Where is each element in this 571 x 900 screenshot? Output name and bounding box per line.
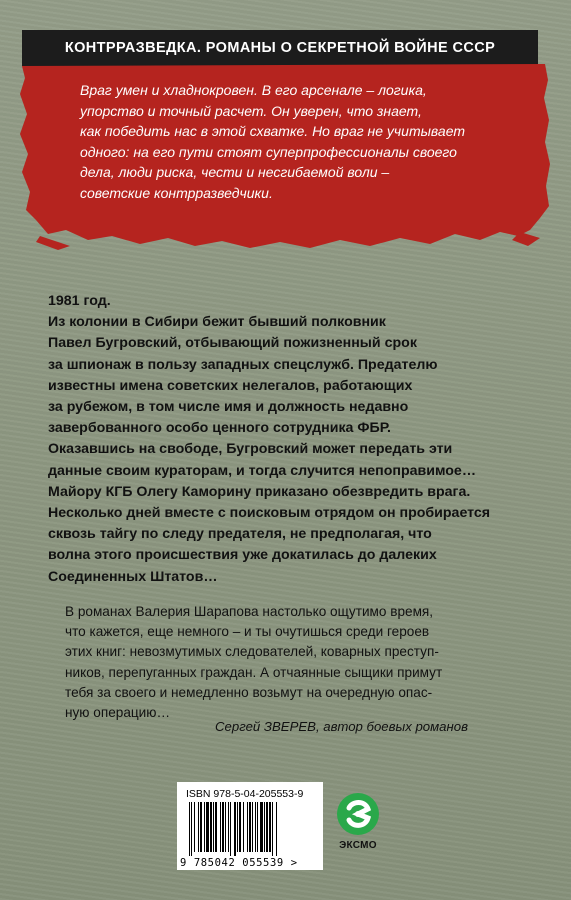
synopsis-line: 1981 год. xyxy=(48,293,111,309)
barcode-digits: 9 785042 055539 > xyxy=(180,857,298,869)
synopsis-line: за рубежом, в том числе имя и должность недавно xyxy=(48,399,409,416)
barcode-bar xyxy=(252,802,253,852)
synopsis-text xyxy=(48,291,548,588)
annotation-line: Враг умен и хладнокровен. В его арсенале – логика, xyxy=(80,82,427,98)
barcode-bar xyxy=(255,802,256,852)
barcode-bar xyxy=(230,802,231,856)
annotation-line: упорство и точный расчет. Он уверен, что знает, xyxy=(80,102,422,119)
isbn-label: ISBN 978-5-04-205553-9 xyxy=(186,788,304,800)
barcode-bar xyxy=(272,802,273,856)
quote-line: что кажется, еще немного – и ты очутишься среди героев xyxy=(65,624,430,640)
barcode-bar xyxy=(237,802,238,852)
barcode-bar xyxy=(194,802,195,852)
publisher-name: ЭКСМО xyxy=(339,840,377,851)
quote-line: этих книг: невозмутимых следователей, коварных преступ- xyxy=(65,644,439,660)
quote-attribution: Сергей ЗВЕРЕВ, автор боевых романов xyxy=(215,719,468,734)
barcode-bar xyxy=(264,802,265,852)
quote-line: В романах Валерия Шарапова настолько ощутимо время, xyxy=(65,604,434,619)
eksmo-logo-icon xyxy=(336,792,380,836)
barcode-bar xyxy=(249,802,251,852)
barcode-bar xyxy=(206,802,209,852)
quote-line: ников, перепуганных граждан. А отчаянные сыщики примут xyxy=(65,664,443,680)
annotation-text xyxy=(80,80,530,203)
barcode-bar xyxy=(257,802,258,852)
barcode-bars xyxy=(188,802,312,856)
synopsis-line: Соединенных Штатов… xyxy=(48,568,218,585)
barcode-bar xyxy=(225,802,226,852)
synopsis-line: Из колонии в Сибири бежит бывший полковник xyxy=(48,314,386,331)
barcode-bar xyxy=(213,802,214,852)
synopsis-line: данные своим кураторам, и тогда случится непоправимое… xyxy=(48,462,477,479)
synopsis-line: завербованного особо ценного сотрудника ФБР. xyxy=(48,420,391,437)
barcode-bar xyxy=(189,802,190,856)
barcode-bar xyxy=(239,802,241,852)
barcode-bar xyxy=(269,802,271,852)
synopsis-line: Несколько дней вместе с поисковым отрядом он пробирается xyxy=(48,505,491,522)
annotation-line: одного: на его пути стоят суперпрофессионалы своего xyxy=(80,143,457,160)
review-quote xyxy=(65,602,545,723)
barcode-bar xyxy=(276,802,277,856)
synopsis-line: за шпионаж в пользу западных спецслужб. Предателю xyxy=(48,356,438,373)
barcode-bar xyxy=(220,802,221,852)
series-title: КОНТРРАЗВЕДКА. РОМАНЫ О СЕКРЕТНОЙ ВОЙНЕ СССР xyxy=(64,40,496,56)
barcode-bar xyxy=(266,802,268,852)
quote-line: ную операцию… xyxy=(65,705,171,721)
barcode-bar xyxy=(198,802,199,852)
barcode-bar xyxy=(260,802,263,852)
synopsis-line: сквозь тайгу по следу предателя, не предполагая, что xyxy=(48,526,432,543)
annotation-line: дела, люди риска, чести и несгибаемой воли – xyxy=(80,164,390,180)
barcode-bar xyxy=(200,802,202,852)
annotation-line: советские контрразведчики. xyxy=(80,184,273,201)
barcode-bar xyxy=(210,802,212,852)
barcode-bar xyxy=(191,802,192,856)
synopsis-line: Оказавшись на свободе, Бугровский может передать эти xyxy=(48,441,453,458)
barcode-bar xyxy=(222,802,224,852)
synopsis-line: волна этого происшествия уже докатилась до далеких xyxy=(48,547,437,564)
barcode-bar xyxy=(243,802,244,852)
quote-line: тебя за своего и немедленно возьмут на очередную опас- xyxy=(65,684,433,700)
barcode-bar xyxy=(228,802,229,852)
synopsis-line: известны имена советских нелегалов, работающих xyxy=(48,377,413,394)
barcode-bar xyxy=(247,802,248,852)
barcode-bar xyxy=(234,802,236,856)
barcode-bar xyxy=(215,802,217,852)
synopsis-line: Майору КГБ Олегу Каморину приказано обезвредить врага. xyxy=(48,483,471,500)
barcode-bar xyxy=(204,802,205,852)
annotation-line: как победить нас в этой схватке. Но враг не учитывает xyxy=(80,123,465,139)
synopsis-line: Павел Бугровский, отбывающий пожизненный срок xyxy=(48,335,417,352)
